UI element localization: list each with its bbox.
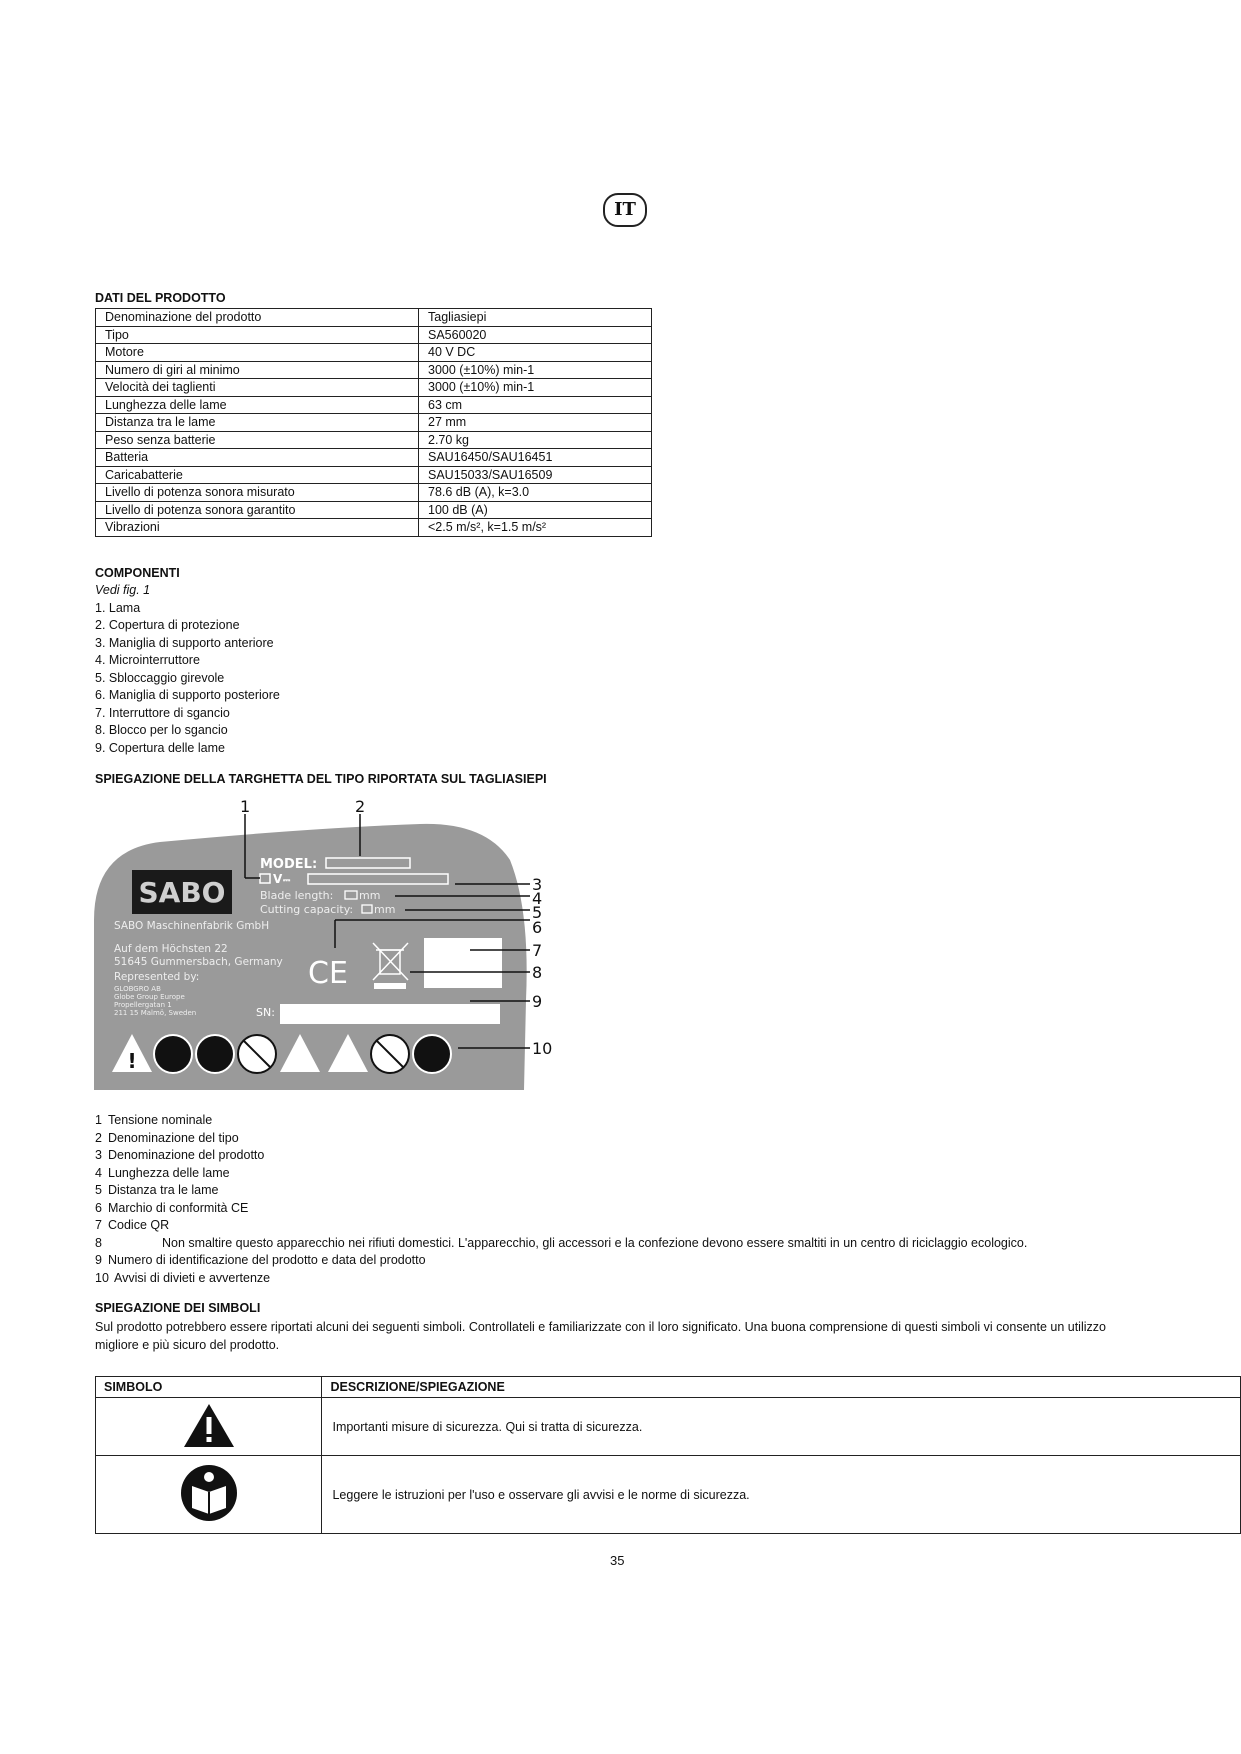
description-cell: Leggere le istruzioni per l'uso e osservare gli avvisi e le norme di sicurezza. [322,1456,1241,1534]
list-item [95,1130,1027,1148]
row-value: SAU16450/SAU16451 [419,449,652,467]
plate-rep-1: GLOBGRO AB [114,985,161,993]
plate-address-1: Auf dem Höchsten 22 [114,943,228,955]
row-value: SAU15033/SAU16509 [419,466,652,484]
row-label: Numero di giri al minimo [96,361,419,379]
symbol-column-header: SIMBOLO [96,1377,322,1398]
row-label: Caricabatterie [96,466,419,484]
table-row [96,326,652,344]
callout-label: 3 [532,875,543,894]
legend-number: 7 [95,1218,102,1232]
callout-label: 5 [532,903,543,922]
callout-label: 6 [532,918,543,937]
row-label: Tipo [96,326,419,344]
table-row [96,309,652,327]
row-value: 100 dB (A) [419,501,652,519]
callout-label: 4 [532,889,543,908]
callout-label: 9 [532,992,543,1011]
symbols-table [95,1376,1241,1534]
brand-logo-text: SABO [138,876,226,909]
legend-number: 10 [95,1270,109,1285]
row-value: 78.6 dB (A), k=3.0 [419,484,652,502]
warning-triangle-icon [182,1401,236,1449]
row-value: 3000 (±10%) min-1 [419,361,652,379]
row-label: Livello di potenza sonora garantito [96,501,419,519]
dc-symbol: ⎓ [283,876,291,886]
page-number: 35 [610,1553,625,1568]
list-item [95,1270,1027,1288]
row-label: Denominazione del prodotto [96,309,419,327]
rating-plate-figure [90,800,560,1100]
list-item: 1. Lama [95,600,141,615]
row-label: Velocità dei taglienti [96,379,419,397]
legend-text: Distanza tra le lame [108,1183,219,1197]
table-row [96,414,652,432]
plate-rep-3: Propellergatan 1 [114,1001,172,1009]
description-column-header: DESCRIZIONE/SPIEGAZIONE [322,1377,1241,1398]
weee-bar [374,983,406,989]
callout-label: 2 [355,800,366,816]
row-label: Lunghezza delle lame [96,396,419,414]
table-row [96,431,652,449]
callout-label: 10 [532,1039,553,1058]
symbol-cell [96,1456,322,1534]
components-subtitle: Vedi fig. 1 [95,583,151,597]
legend-number: 6 [95,1200,102,1215]
callout-label: 7 [532,941,543,960]
list-item [95,1165,1027,1183]
table-row [96,466,652,484]
row-label: Motore [96,344,419,362]
row-value: Tagliasiepi [419,309,652,327]
row-value: 40 V DC [419,344,652,362]
legend-text: Lunghezza delle lame [108,1165,230,1180]
list-item [95,1147,1027,1165]
callout-label: 8 [532,963,543,982]
list-item: 9. Copertura delle lame [95,740,225,755]
plate-rep-4: 211 15 Malmö, Sweden [114,1009,197,1017]
row-label: Livello di potenza sonora misurato [96,484,419,502]
row-label: Batteria [96,449,419,467]
symbols-heading: SPIEGAZIONE DEI SIMBOLI [95,1301,261,1315]
legend-text: Codice QR [108,1218,170,1232]
row-label: Peso senza batterie [96,431,419,449]
legend-number: 3 [95,1148,102,1162]
plate-sn-label: SN: [256,1006,275,1019]
components-heading: COMPONENTI [95,566,180,580]
legend-text: Denominazione del prodotto [108,1148,265,1162]
legend-text: Avvisi di divieti e avvertenze [114,1270,271,1285]
table-row [96,519,652,537]
list-item [95,1182,1027,1200]
plate-mm-unit: mm [374,903,396,916]
list-item: 6. Maniglia di supporto posteriore [95,688,280,702]
list-item [95,1112,1027,1130]
product-data-table [95,308,652,537]
eye-ear-protection-icon [196,1035,234,1073]
plate-company: SABO Maschinenfabrik GmbH [114,920,270,932]
components-list [95,582,280,757]
language-badge: IT [603,193,647,227]
callout-label: 1 [240,800,251,816]
legend-number: 8 [95,1235,102,1250]
plate-cutting-capacity: Cutting capacity: [260,903,354,916]
plate-legend [95,1112,1027,1287]
plate-mm-unit: mm [359,889,381,902]
qr-code-field [424,938,502,988]
symbols-intro: Sul prodotto potrebbero essere riportati alcuni dei seguenti simboli. Controllateli e familiarizzate con il loro significato. Una buona comprensione di questi simboli vi consente un utilizzo migliore e più sicuro del prodotto. [95,1320,1106,1352]
gloves-icon [413,1035,451,1073]
list-item [95,1200,1027,1218]
table-row [96,344,652,362]
legend-text: Numero di identificazione del prodotto e data del prodotto [108,1253,426,1267]
legend-number: 5 [95,1183,102,1197]
row-label: Vibrazioni [96,519,419,537]
legend-number: 9 [95,1253,102,1267]
description-cell: Importanti misure di sicurezza. Qui si tratta di sicurezza. [322,1398,1241,1456]
read-manual-icon [154,1035,192,1073]
serial-number-field [280,1004,500,1024]
table-row [96,449,652,467]
row-value: 63 cm [419,396,652,414]
legend-number: 1 [95,1113,102,1127]
table-row [96,484,652,502]
warning-exclamation: ! [127,1049,137,1073]
table-row [96,396,652,414]
ce-mark: CE [308,956,348,991]
plate-rep-2: Globe Group Europe [114,993,185,1001]
legend-number: 4 [95,1165,102,1180]
table-row [96,1456,1241,1534]
list-item: 7. Interruttore di sgancio [95,705,230,720]
voltage-label: V [273,872,283,886]
table-row [96,501,652,519]
plate-represented-by: Represented by: [114,971,200,983]
table-row [96,361,652,379]
list-item [95,1235,1027,1253]
plate-address-2: 51645 Gummersbach, Germany [114,956,283,968]
read-manual-icon [180,1464,238,1522]
row-value: 3000 (±10%) min-1 [419,379,652,397]
legend-text: Denominazione del tipo [108,1130,239,1145]
list-item [95,1252,1027,1270]
legend-text: Non smaltire questo apparecchio nei rifiuti domestici. L'apparecchio, gli accessori e la confezione devono essere smaltiti in un centro di riciclaggio ecologico. [162,1235,1028,1250]
symbol-cell [96,1398,322,1456]
legend-text: Tensione nominale [108,1113,213,1127]
list-item: 8. Blocco per lo sgancio [95,723,228,737]
row-value: <2.5 m/s², k=1.5 m/s² [419,519,652,537]
list-item: 5. Sbloccaggio girevole [95,670,225,685]
plate-heading: SPIEGAZIONE DELLA TARGHETTA DEL TIPO RIPORTATA SUL TAGLIASIEPI [95,772,547,786]
table-row [96,1398,1241,1456]
row-value: 27 mm [419,414,652,432]
list-item [95,1217,1027,1235]
list-item: 4. Microinterruttore [95,653,200,667]
product-data-heading: DATI DEL PRODOTTO [95,291,226,305]
table-row [96,379,652,397]
row-value: SA560020 [419,326,652,344]
list-item: 3. Maniglia di supporto anteriore [95,635,274,650]
row-value: 2.70 kg [419,431,652,449]
legend-number: 2 [95,1130,102,1145]
plate-model-label: MODEL: [260,857,318,872]
plate-blade-length: Blade length: [260,889,334,902]
legend-text: Marchio di conformità CE [108,1200,249,1215]
row-label: Distanza tra le lame [96,414,419,432]
list-item: 2. Copertura di protezione [95,618,240,632]
